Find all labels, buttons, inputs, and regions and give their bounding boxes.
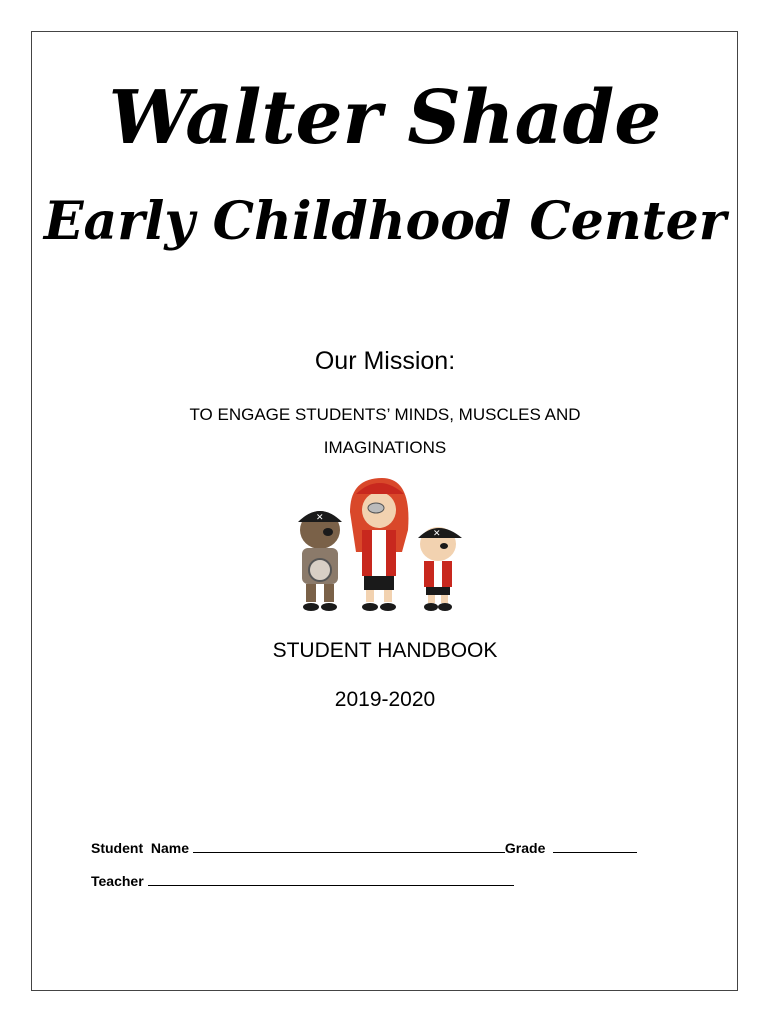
middle-pirate: [350, 478, 408, 611]
student-info-line: [91, 838, 637, 858]
teacher-line: [91, 871, 514, 891]
left-pirate-child: [298, 511, 342, 611]
grade-blank[interactable]: [553, 838, 637, 853]
student-name-label: Student Name: [91, 840, 190, 856]
svg-text:✕: ✕: [433, 529, 441, 539]
school-subtitle: Early Childhood Center: [43, 191, 727, 252]
mission-statement: TO ENGAGE STUDENTS’ MINDS, MUSCLES AND IMAGINATIONS: [189, 405, 581, 457]
teacher-label: Teacher: [91, 873, 144, 889]
mission-heading: Our Mission:: [314, 347, 456, 375]
right-pirate-child: [418, 527, 462, 611]
school-year: 2019-2020: [334, 688, 436, 711]
student-name-blank[interactable]: [193, 838, 505, 853]
teacher-blank[interactable]: [148, 871, 514, 886]
grade-label: Grade: [504, 840, 546, 856]
svg-text:✕: ✕: [316, 513, 324, 523]
school-name: Walter Shade: [108, 75, 662, 161]
handbook-title: STUDENT HANDBOOK: [272, 639, 498, 662]
pirate-kids-illustration: [290, 472, 480, 622]
